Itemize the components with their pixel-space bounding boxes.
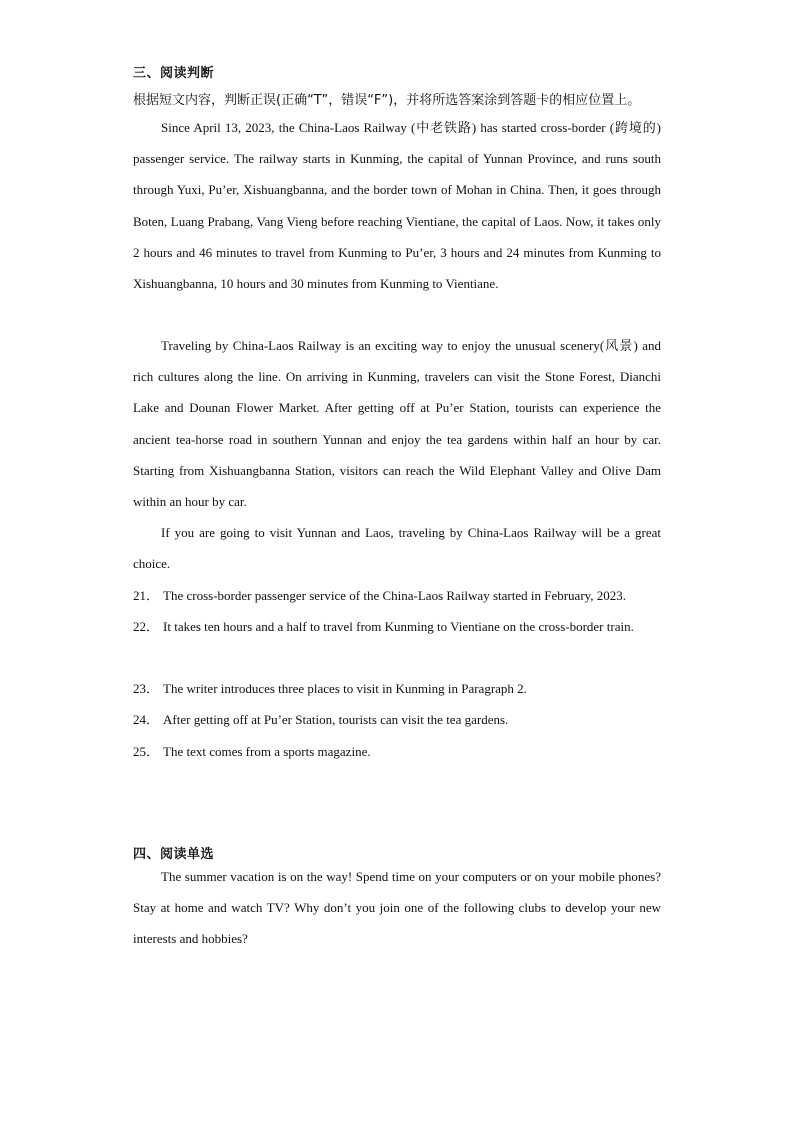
question-text: The cross-border passenger service of the China-Laos Railway started in February, 2023. bbox=[163, 588, 627, 603]
question-text: The writer introduces three places to visit in Kunming in Paragraph 2. bbox=[163, 681, 527, 696]
question-25 bbox=[133, 736, 663, 767]
section-3-instruction: 根据短文内容，判断正误(正确“T”，错误“F”)，并将所选答案涂到答题卡的相应位置上。 bbox=[133, 93, 641, 108]
section-3-title: 三、阅读判断 bbox=[133, 66, 215, 81]
question-22 bbox=[133, 611, 643, 642]
question-number: 23． bbox=[133, 681, 160, 696]
question-number: 21． bbox=[133, 588, 160, 603]
passage-paragraph-1: Since April 13, 2023, the China-Laos Railway (中老铁路) has started cross-border (跨境的) passenger service. The railway starts in Kunming, the capital of Yunnan Province, and runs south through Yuxi, Pu’er, Xishuangbanna, and the border town of Mohan in China. Then, it goes through Boten, Luang Prabang, Vang Vieng before reaching Vientiane, the capital of Laos. Now, it takes only 2 hours and 46 minutes to travel from Kunming to Pu’er, 3 hours and 24 minutes from Kunming to Xishuangbanna, 10 hours and 30 minutes from Kunming to Vientiane. bbox=[133, 120, 661, 292]
question-number: 25． bbox=[133, 744, 160, 759]
question-23 bbox=[133, 673, 663, 704]
question-24 bbox=[133, 704, 663, 735]
section-4-title: 四、阅读单选 bbox=[133, 847, 215, 862]
question-text: After getting off at Pu’er Station, tourists can visit the tea gardens. bbox=[163, 712, 509, 727]
question-number: 22． bbox=[133, 619, 160, 634]
passage-paragraph-2: Traveling by China-Laos Railway is an exciting way to enjoy the unusual scenery(风景) and rich cultures along the line. On arriving in Kunming, travelers can visit the Stone Forest, Dianchi Lake and Dounan Flower Market. After getting off at Pu’er Station, tourists can experience the ancient tea-horse road in southern Yunnan and enjoy the tea gardens within half an hour by car. Starting from Xishuangbanna Station, visitors can reach the Wild Elephant Valley and Olive Dam within an hour by car. bbox=[133, 338, 661, 510]
question-21 bbox=[133, 580, 663, 611]
question-text: The text comes from a sports magazine. bbox=[163, 744, 371, 759]
section-4-paragraph-1: The summer vacation is on the way! Spend time on your computers or on your mobile phones? Stay at home and watch TV? Why don’t you join one of the following clubs to develop your new interests and hobbies? bbox=[133, 869, 661, 947]
question-text: It takes ten hours and a half to travel from Kunming to Vientiane on the cross-border train. bbox=[163, 619, 634, 634]
question-number: 24． bbox=[133, 712, 160, 727]
passage-paragraph-3: If you are going to visit Yunnan and Laos, traveling by China-Laos Railway will be a great choice. bbox=[133, 525, 661, 572]
